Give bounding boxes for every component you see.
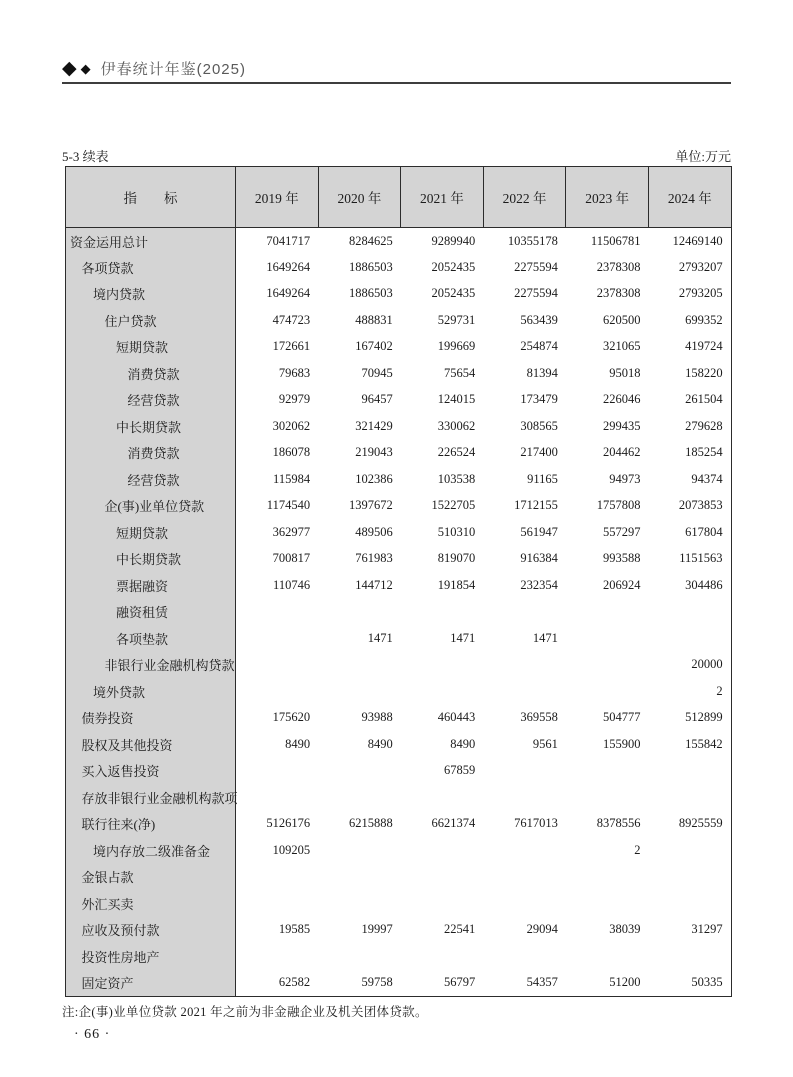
statistics-table	[65, 166, 732, 997]
value-cell	[648, 890, 731, 917]
value-cell	[401, 837, 484, 864]
page-number: · 66 ·	[74, 1027, 111, 1042]
value-cell	[236, 678, 319, 705]
value-cell: 1151563	[648, 546, 731, 573]
value-cell	[566, 625, 649, 652]
table-row	[66, 784, 732, 811]
value-cell	[648, 599, 731, 626]
value-cell: 2	[566, 837, 649, 864]
value-cell: 2	[648, 678, 731, 705]
table-row	[66, 254, 732, 281]
value-cell: 620500	[566, 307, 649, 334]
statistics-table-wrap	[65, 166, 732, 997]
value-cell	[318, 784, 401, 811]
row-indicator-label: 票据融资	[66, 572, 236, 599]
table-row	[66, 678, 732, 705]
value-cell	[648, 625, 731, 652]
table-row	[66, 758, 732, 785]
value-cell: 94973	[566, 466, 649, 493]
row-indicator-label: 应收及预付款	[66, 917, 236, 944]
value-cell	[236, 943, 319, 970]
value-cell	[566, 678, 649, 705]
value-cell	[236, 864, 319, 891]
table-row	[66, 546, 732, 573]
table-note: 注:企(事)业单位贷款 2021 年之前为非金融企业及机关团体贷款。	[62, 1005, 428, 1019]
value-cell: 81394	[483, 360, 566, 387]
value-cell	[236, 784, 319, 811]
value-cell: 8490	[401, 731, 484, 758]
table-row	[66, 705, 732, 732]
value-cell: 38039	[566, 917, 649, 944]
row-indicator-label: 消费贷款	[66, 440, 236, 467]
value-cell: 1471	[483, 625, 566, 652]
value-cell: 50335	[648, 970, 731, 997]
value-cell	[401, 599, 484, 626]
value-cell: 217400	[483, 440, 566, 467]
value-cell	[483, 864, 566, 891]
row-indicator-label: 投资性房地产	[66, 943, 236, 970]
value-cell	[483, 837, 566, 864]
value-cell	[648, 758, 731, 785]
value-cell: 510310	[401, 519, 484, 546]
table-row	[66, 837, 732, 864]
value-cell: 2378308	[566, 281, 649, 308]
value-cell: 54357	[483, 970, 566, 997]
value-cell: 20000	[648, 652, 731, 679]
value-cell: 8284625	[318, 228, 401, 255]
row-indicator-label: 企(事)业单位贷款	[66, 493, 236, 520]
value-cell: 19585	[236, 917, 319, 944]
row-indicator-label: 资金运用总计	[66, 228, 236, 255]
table-row	[66, 519, 732, 546]
value-cell: 2275594	[483, 281, 566, 308]
value-cell: 51200	[566, 970, 649, 997]
table-row	[66, 652, 732, 679]
value-cell: 7041717	[236, 228, 319, 255]
value-cell	[483, 784, 566, 811]
row-indicator-label: 境外贷款	[66, 678, 236, 705]
value-cell	[318, 943, 401, 970]
value-cell: 9561	[483, 731, 566, 758]
value-cell: 529731	[401, 307, 484, 334]
value-cell	[648, 837, 731, 864]
row-indicator-label: 融资租赁	[66, 599, 236, 626]
value-cell: 761983	[318, 546, 401, 573]
value-cell: 819070	[401, 546, 484, 573]
row-indicator-label: 各项垫款	[66, 625, 236, 652]
row-indicator-label: 境内存放二级准备金	[66, 837, 236, 864]
table-row	[66, 625, 732, 652]
value-cell: 330062	[401, 413, 484, 440]
value-cell: 19997	[318, 917, 401, 944]
row-indicator-label: 外汇买卖	[66, 890, 236, 917]
row-indicator-label: 短期贷款	[66, 334, 236, 361]
value-cell	[483, 890, 566, 917]
row-indicator-label: 经营贷款	[66, 466, 236, 493]
value-cell: 75654	[401, 360, 484, 387]
value-cell	[648, 943, 731, 970]
column-header-2021: 2021 年	[401, 167, 484, 228]
value-cell: 916384	[483, 546, 566, 573]
value-cell: 512899	[648, 705, 731, 732]
value-cell: 1174540	[236, 493, 319, 520]
value-cell: 8490	[236, 731, 319, 758]
value-cell: 103538	[401, 466, 484, 493]
value-cell: 96457	[318, 387, 401, 414]
value-cell: 2052435	[401, 281, 484, 308]
value-cell: 299435	[566, 413, 649, 440]
value-cell	[401, 678, 484, 705]
table-header-row	[66, 167, 732, 228]
value-cell	[566, 652, 649, 679]
value-cell	[566, 758, 649, 785]
table-row	[66, 864, 732, 891]
value-cell: 1471	[401, 625, 484, 652]
value-cell	[318, 864, 401, 891]
yearbook-title: 伊春统计年鉴(2025)	[100, 61, 246, 78]
value-cell: 67859	[401, 758, 484, 785]
value-cell: 1649264	[236, 281, 319, 308]
value-cell: 191854	[401, 572, 484, 599]
value-cell: 172661	[236, 334, 319, 361]
row-indicator-label: 联行往来(净)	[66, 811, 236, 838]
column-header-2020: 2020 年	[318, 167, 401, 228]
value-cell: 9289940	[401, 228, 484, 255]
table-row	[66, 917, 732, 944]
value-cell: 11506781	[566, 228, 649, 255]
value-cell: 115984	[236, 466, 319, 493]
value-cell: 279628	[648, 413, 731, 440]
value-cell	[483, 943, 566, 970]
row-indicator-label: 各项贷款	[66, 254, 236, 281]
value-cell: 504777	[566, 705, 649, 732]
value-cell	[483, 758, 566, 785]
value-cell: 460443	[401, 705, 484, 732]
value-cell: 1757808	[566, 493, 649, 520]
value-cell: 155842	[648, 731, 731, 758]
table-row	[66, 599, 732, 626]
value-cell	[401, 943, 484, 970]
table-label: 5-3 续表	[62, 149, 109, 164]
diamond-small-icon: ◆	[80, 61, 91, 76]
value-cell: 109205	[236, 837, 319, 864]
row-indicator-label: 消费贷款	[66, 360, 236, 387]
table-row	[66, 440, 732, 467]
value-cell: 94374	[648, 466, 731, 493]
value-cell: 2052435	[401, 254, 484, 281]
value-cell: 2793205	[648, 281, 731, 308]
row-indicator-label: 存放非银行业金融机构款项	[66, 784, 236, 811]
value-cell	[648, 864, 731, 891]
table-meta	[62, 146, 731, 165]
row-indicator-label: 股权及其他投资	[66, 731, 236, 758]
value-cell: 95018	[566, 360, 649, 387]
value-cell	[318, 890, 401, 917]
value-cell	[236, 652, 319, 679]
value-cell	[648, 784, 731, 811]
value-cell: 308565	[483, 413, 566, 440]
value-cell: 199669	[401, 334, 484, 361]
value-cell: 6621374	[401, 811, 484, 838]
value-cell	[318, 678, 401, 705]
value-cell: 369558	[483, 705, 566, 732]
value-cell: 91165	[483, 466, 566, 493]
value-cell	[236, 758, 319, 785]
value-cell: 321065	[566, 334, 649, 361]
value-cell: 173479	[483, 387, 566, 414]
value-cell: 56797	[401, 970, 484, 997]
value-cell	[236, 625, 319, 652]
column-header-2023: 2023 年	[566, 167, 649, 228]
row-indicator-label: 中长期贷款	[66, 546, 236, 573]
value-cell: 5126176	[236, 811, 319, 838]
table-row	[66, 493, 732, 520]
value-cell	[566, 864, 649, 891]
value-cell: 79683	[236, 360, 319, 387]
value-cell: 185254	[648, 440, 731, 467]
value-cell: 10355178	[483, 228, 566, 255]
value-cell: 93988	[318, 705, 401, 732]
value-cell: 1886503	[318, 254, 401, 281]
value-cell: 226046	[566, 387, 649, 414]
value-cell: 155900	[566, 731, 649, 758]
value-cell: 62582	[236, 970, 319, 997]
value-cell: 563439	[483, 307, 566, 334]
value-cell	[318, 599, 401, 626]
value-cell	[318, 758, 401, 785]
value-cell: 1712155	[483, 493, 566, 520]
value-cell: 561947	[483, 519, 566, 546]
value-cell	[401, 864, 484, 891]
value-cell: 302062	[236, 413, 319, 440]
value-cell: 8925559	[648, 811, 731, 838]
table-row	[66, 811, 732, 838]
value-cell: 102386	[318, 466, 401, 493]
value-cell: 1649264	[236, 254, 319, 281]
value-cell: 144712	[318, 572, 401, 599]
row-indicator-label: 短期贷款	[66, 519, 236, 546]
value-cell: 186078	[236, 440, 319, 467]
value-cell: 1522705	[401, 493, 484, 520]
table-row	[66, 307, 732, 334]
value-cell: 7617013	[483, 811, 566, 838]
value-cell	[236, 599, 319, 626]
value-cell: 92979	[236, 387, 319, 414]
row-indicator-label: 买入返售投资	[66, 758, 236, 785]
value-cell	[401, 784, 484, 811]
value-cell	[566, 943, 649, 970]
value-cell: 2073853	[648, 493, 731, 520]
value-cell: 488831	[318, 307, 401, 334]
table-row	[66, 281, 732, 308]
value-cell: 419724	[648, 334, 731, 361]
value-cell: 22541	[401, 917, 484, 944]
value-cell: 362977	[236, 519, 319, 546]
header-rule	[62, 82, 731, 84]
value-cell: 6215888	[318, 811, 401, 838]
table-row	[66, 731, 732, 758]
value-cell: 8378556	[566, 811, 649, 838]
column-header-2024: 2024 年	[648, 167, 731, 228]
value-cell: 304486	[648, 572, 731, 599]
value-cell: 2275594	[483, 254, 566, 281]
value-cell	[318, 652, 401, 679]
table-row	[66, 413, 732, 440]
value-cell: 2378308	[566, 254, 649, 281]
value-cell: 1471	[318, 625, 401, 652]
row-indicator-label: 住户贷款	[66, 307, 236, 334]
table-row	[66, 943, 732, 970]
value-cell: 617804	[648, 519, 731, 546]
value-cell: 70945	[318, 360, 401, 387]
table-row	[66, 572, 732, 599]
value-cell: 489506	[318, 519, 401, 546]
value-cell: 204462	[566, 440, 649, 467]
value-cell: 8490	[318, 731, 401, 758]
value-cell	[566, 784, 649, 811]
value-cell: 59758	[318, 970, 401, 997]
table-row	[66, 360, 732, 387]
value-cell	[483, 652, 566, 679]
table-row	[66, 228, 732, 255]
value-cell: 158220	[648, 360, 731, 387]
value-cell: 254874	[483, 334, 566, 361]
value-cell: 2793207	[648, 254, 731, 281]
row-indicator-label: 经营贷款	[66, 387, 236, 414]
value-cell: 175620	[236, 705, 319, 732]
value-cell	[236, 890, 319, 917]
table-row	[66, 970, 732, 997]
unit-label: 单位:万元	[675, 149, 731, 164]
table-row	[66, 890, 732, 917]
value-cell: 124015	[401, 387, 484, 414]
table-row	[66, 387, 732, 414]
value-cell: 219043	[318, 440, 401, 467]
value-cell: 226524	[401, 440, 484, 467]
column-header-2022: 2022 年	[483, 167, 566, 228]
value-cell: 31297	[648, 917, 731, 944]
value-cell	[566, 890, 649, 917]
value-cell: 1886503	[318, 281, 401, 308]
value-cell: 321429	[318, 413, 401, 440]
value-cell: 29094	[483, 917, 566, 944]
value-cell	[401, 652, 484, 679]
value-cell	[401, 890, 484, 917]
value-cell	[483, 678, 566, 705]
row-indicator-label: 非银行业金融机构贷款	[66, 652, 236, 679]
row-indicator-label: 固定资产	[66, 970, 236, 997]
value-cell: 261504	[648, 387, 731, 414]
value-cell: 993588	[566, 546, 649, 573]
value-cell: 699352	[648, 307, 731, 334]
value-cell: 557297	[566, 519, 649, 546]
value-cell: 167402	[318, 334, 401, 361]
value-cell: 1397672	[318, 493, 401, 520]
value-cell: 700817	[236, 546, 319, 573]
diamond-large-icon: ◆	[62, 58, 77, 79]
row-indicator-label: 债券投资	[66, 705, 236, 732]
value-cell: 206924	[566, 572, 649, 599]
row-indicator-label: 境内贷款	[66, 281, 236, 308]
column-header-indicator: 指 标	[66, 167, 236, 228]
value-cell	[566, 599, 649, 626]
row-indicator-label: 中长期贷款	[66, 413, 236, 440]
value-cell	[318, 837, 401, 864]
value-cell: 232354	[483, 572, 566, 599]
table-row	[66, 334, 732, 361]
value-cell	[483, 599, 566, 626]
book-header	[62, 58, 731, 79]
value-cell: 110746	[236, 572, 319, 599]
column-header-2019: 2019 年	[236, 167, 319, 228]
table-row	[66, 466, 732, 493]
row-indicator-label: 金银占款	[66, 864, 236, 891]
value-cell: 12469140	[648, 228, 731, 255]
value-cell: 474723	[236, 307, 319, 334]
